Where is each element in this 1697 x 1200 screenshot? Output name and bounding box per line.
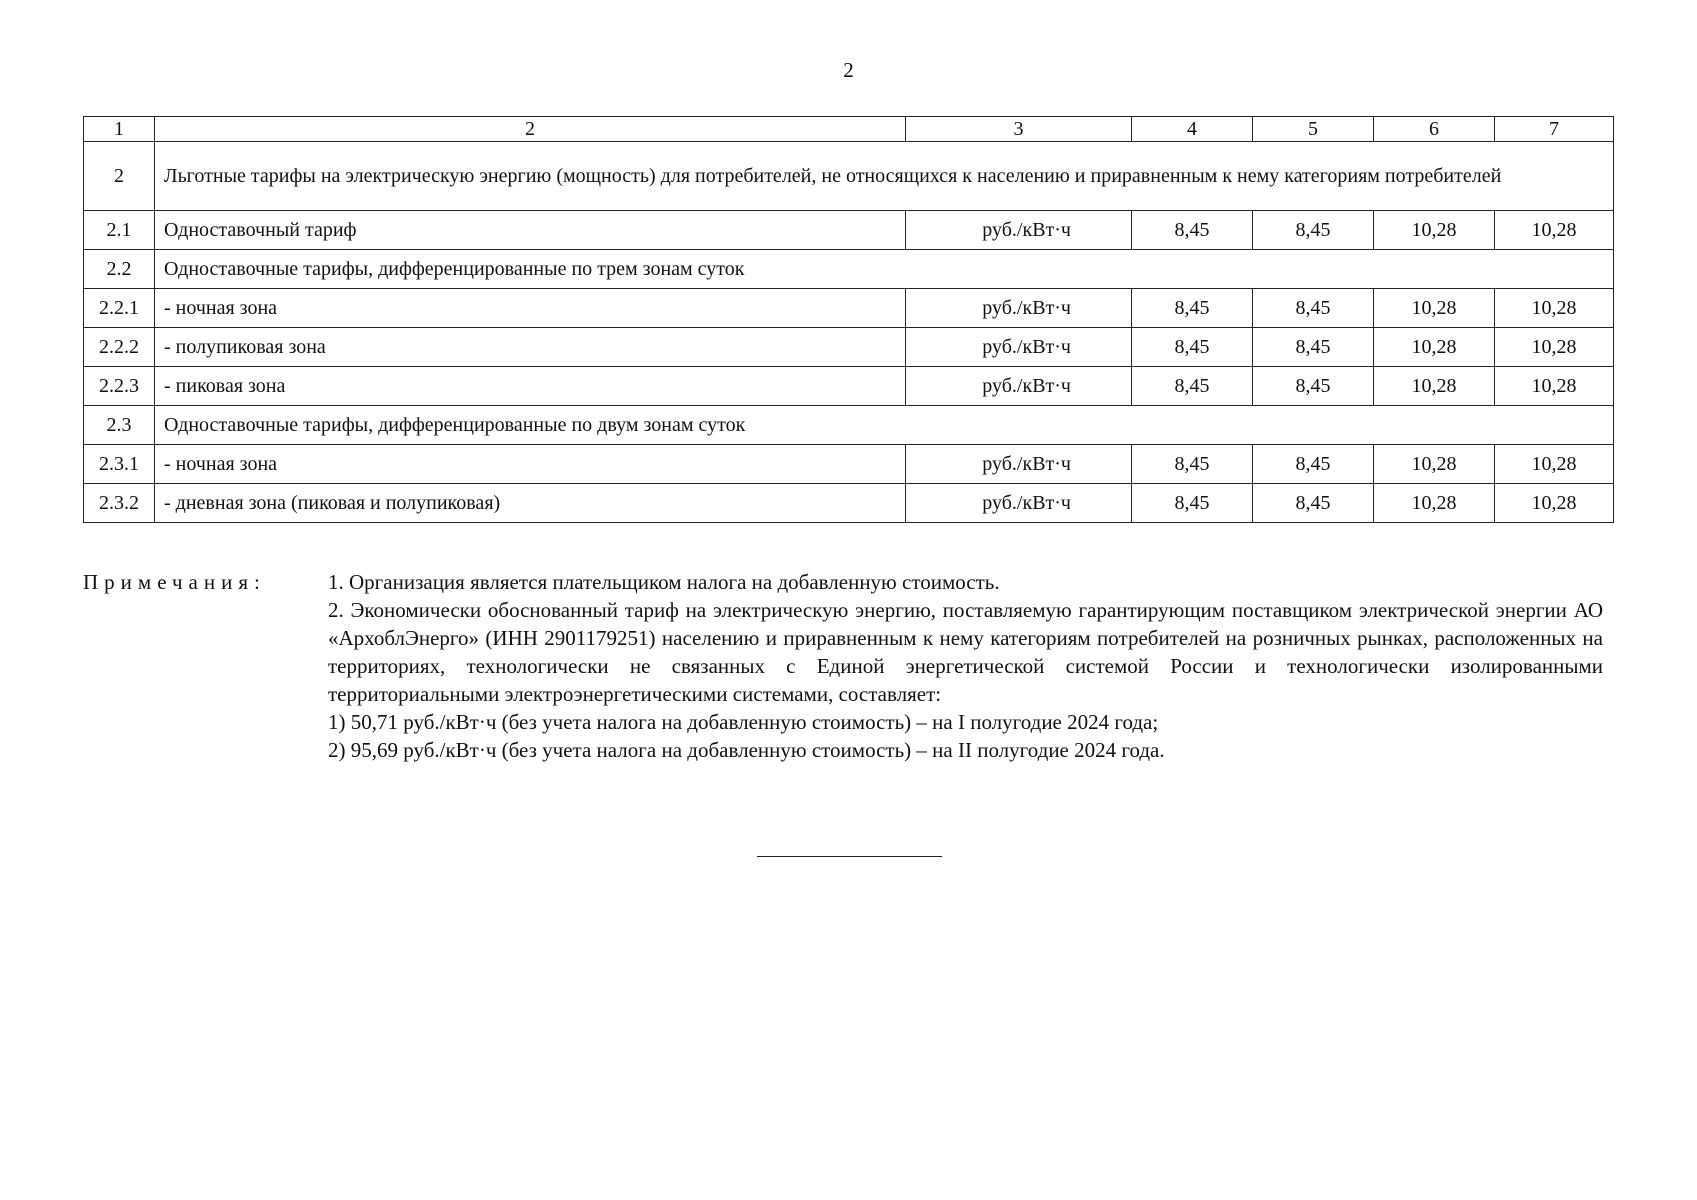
row-number: 2	[84, 142, 155, 211]
row-description: - дневная зона (пиковая и полупиковая)	[155, 484, 906, 523]
row-description: Одноставочные тарифы, дифференцированные по трем зонам суток	[155, 250, 1614, 289]
tariff-value-col-4: 8,45	[1132, 445, 1253, 484]
note-item-2-sub-2: 2) 95,69 руб./кВт·ч (без учета налога на добавленную стоимость) – на II полугодие 2024 года.	[328, 738, 1165, 762]
row-unit: руб./кВт·ч	[906, 289, 1132, 328]
tariff-value-col-7: 10,28	[1495, 445, 1614, 484]
row-unit: руб./кВт·ч	[906, 445, 1132, 484]
row-description: Одноставочные тарифы, дифференцированные по двум зонам суток	[155, 406, 1614, 445]
table-row	[84, 211, 1614, 250]
table-row	[84, 367, 1614, 406]
row-description: - ночная зона	[155, 289, 906, 328]
note-item-2-sub-1: 1) 50,71 руб./кВт·ч (без учета налога на добавленную стоимость) – на I полугодие 2024 года;	[328, 710, 1159, 734]
column-number-7: 7	[1495, 117, 1614, 142]
tariff-value-col-5: 8,45	[1253, 484, 1374, 523]
row-description: - полупиковая зона	[155, 328, 906, 367]
note-item-1: 1. Организация является плательщиком налога на добавленную стоимость.	[328, 570, 1000, 594]
table-row	[84, 484, 1614, 523]
tariff-value-col-6: 10,28	[1374, 445, 1495, 484]
table-row	[84, 289, 1614, 328]
tariff-value-col-5: 8,45	[1253, 289, 1374, 328]
column-number-1: 1	[84, 117, 155, 142]
table-row	[84, 328, 1614, 367]
row-unit: руб./кВт·ч	[906, 211, 1132, 250]
column-number-3: 3	[906, 117, 1132, 142]
tariff-value-col-5: 8,45	[1253, 211, 1374, 250]
tariff-value-col-4: 8,45	[1132, 211, 1253, 250]
row-unit: руб./кВт·ч	[906, 484, 1132, 523]
tariff-value-col-7: 10,28	[1495, 484, 1614, 523]
note-item-2: 2. Экономически обоснованный тариф на электрическую энергию, поставляемую гарантирующим поставщиком электрической энергии АО «АрхоблЭнерго» (ИНН 2901179251) населению и приравненным к нему категориям потребителей на розничных рынках, расположенных на территориях, технологически не связанных с Единой энергетической системой России и технологически изолированными территориальными электроэнергетическими системами, составляет:	[328, 598, 1603, 706]
notes-label: Примечания:	[83, 570, 266, 594]
tariff-value-col-7: 10,28	[1495, 328, 1614, 367]
tariff-table	[83, 116, 1614, 523]
row-number: 2.3.1	[84, 445, 155, 484]
tariff-value-col-5: 8,45	[1253, 328, 1374, 367]
row-number: 2.2.3	[84, 367, 155, 406]
row-number: 2.3.2	[84, 484, 155, 523]
row-number: 2.2.1	[84, 289, 155, 328]
section-row	[84, 406, 1614, 445]
row-number: 2.2.2	[84, 328, 155, 367]
column-number-4: 4	[1132, 117, 1253, 142]
tariff-value-col-4: 8,45	[1132, 328, 1253, 367]
tariff-value-col-4: 8,45	[1132, 289, 1253, 328]
row-description: - пиковая зона	[155, 367, 906, 406]
row-unit: руб./кВт·ч	[906, 367, 1132, 406]
tariff-value-col-6: 10,28	[1374, 484, 1495, 523]
row-description: - ночная зона	[155, 445, 906, 484]
row-number: 2.3	[84, 406, 155, 445]
notes-body	[328, 568, 1603, 764]
row-description: Одноставочный тариф	[155, 211, 906, 250]
page-number: 2	[843, 58, 854, 82]
tariff-value-col-6: 10,28	[1374, 328, 1495, 367]
row-description: Льготные тарифы на электрическую энергию (мощность) для потребителей, не относящихся к населению и приравненным к нему категориям потребителей	[155, 142, 1614, 211]
tariff-value-col-4: 8,45	[1132, 484, 1253, 523]
tariff-value-col-5: 8,45	[1253, 445, 1374, 484]
tariff-value-col-7: 10,28	[1495, 289, 1614, 328]
column-number-5: 5	[1253, 117, 1374, 142]
tariff-value-col-6: 10,28	[1374, 367, 1495, 406]
tariff-value-col-7: 10,28	[1495, 367, 1614, 406]
tariff-value-col-6: 10,28	[1374, 289, 1495, 328]
tariff-value-col-5: 8,45	[1253, 367, 1374, 406]
row-number: 2.1	[84, 211, 155, 250]
section-row	[84, 250, 1614, 289]
tariff-value-col-7: 10,28	[1495, 211, 1614, 250]
tariff-value-col-6: 10,28	[1374, 211, 1495, 250]
column-number-6: 6	[1374, 117, 1495, 142]
row-unit: руб./кВт·ч	[906, 328, 1132, 367]
section-row	[84, 142, 1614, 211]
end-divider	[757, 856, 942, 857]
table-header-row	[84, 117, 1614, 142]
tariff-value-col-4: 8,45	[1132, 367, 1253, 406]
table-row	[84, 445, 1614, 484]
column-number-2: 2	[155, 117, 906, 142]
row-number: 2.2	[84, 250, 155, 289]
